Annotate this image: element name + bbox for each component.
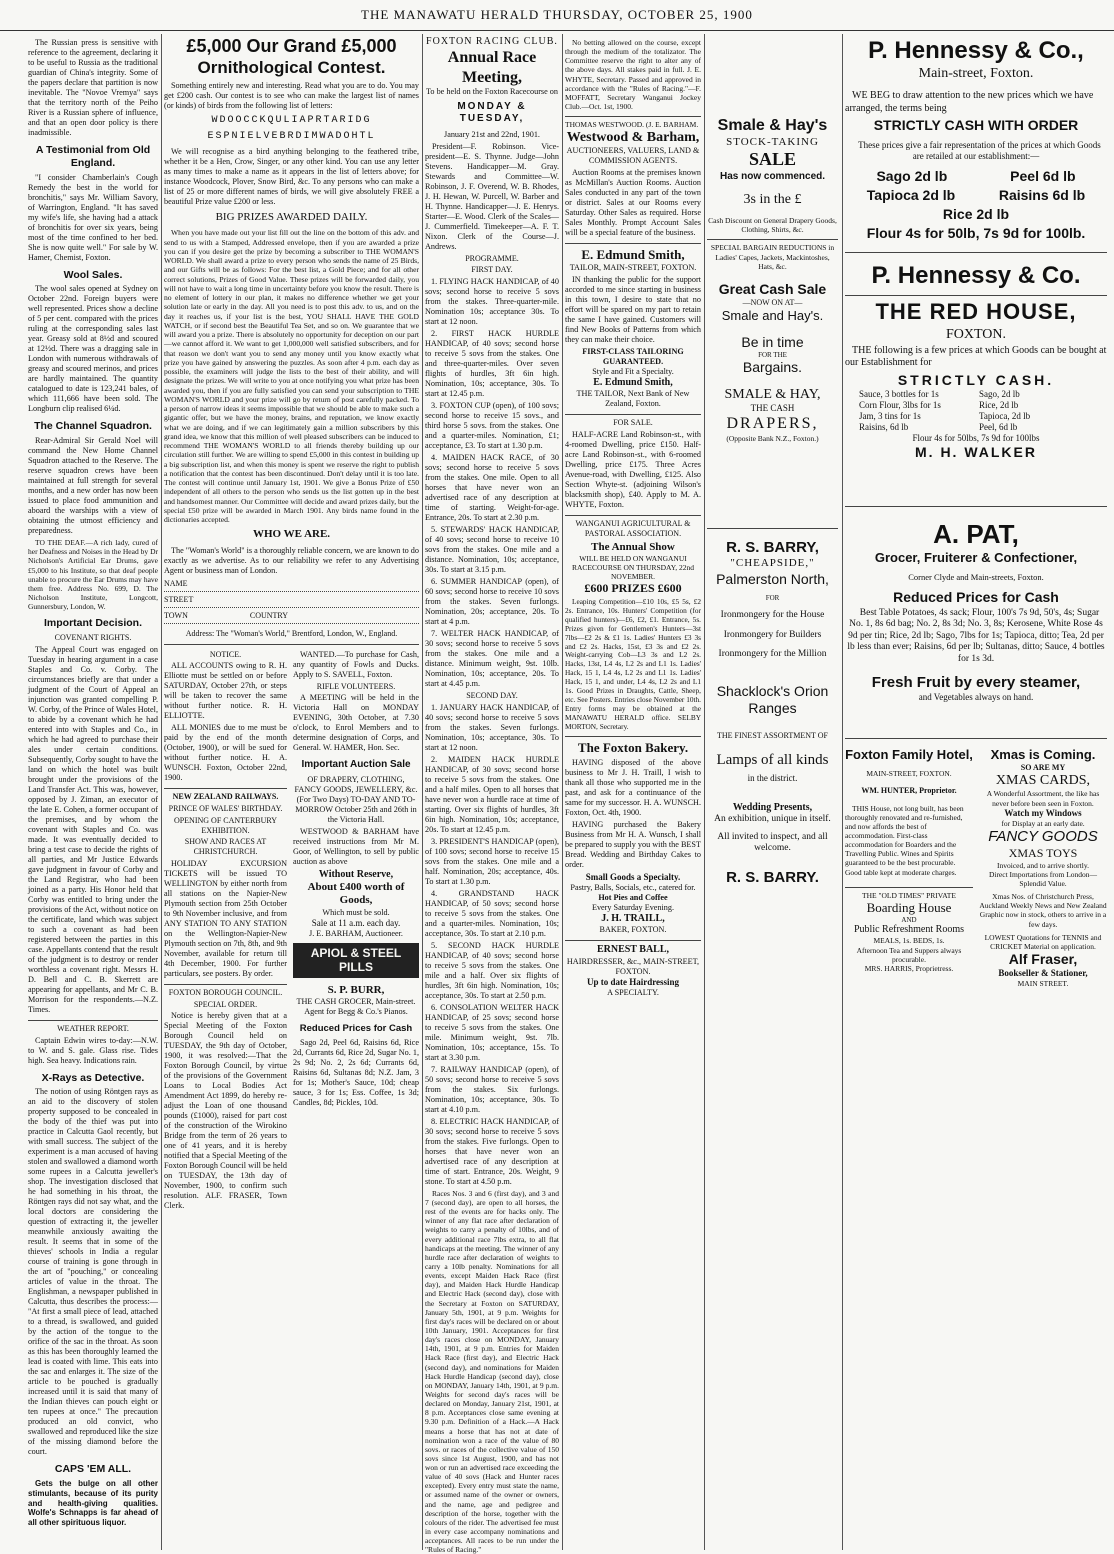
fraser-sub: Bookseller & Stationer, bbox=[998, 968, 1088, 979]
smith-text: IN thanking the public for the support accorded to me since starting in business in this town, I desire to state that no effort will be spared on my part to retain the same I have gained. Customers will find New Books of Patterns from which they can make their choice. bbox=[565, 275, 701, 345]
pat-addr: Corner Clyde and Main-streets, Foxton. bbox=[908, 572, 1044, 583]
hotel-prop: WM. HUNTER, Proprietor. bbox=[861, 785, 957, 795]
headline-important: Important Decision. bbox=[43, 617, 142, 630]
price-item: Corn Flour, 3lbs for 1s bbox=[859, 399, 941, 410]
refresh: Public Refreshment Rooms bbox=[854, 924, 964, 936]
race-item: 4. GRANDSTAND HACK HANDICAP, of 50 sovs; second horse to receive 5 sovs from the stakes. One and a quarter-miles. Nomination, 10s; acceptance, 30s. To start at 2.10 p.m. bbox=[425, 888, 559, 938]
smale-discount: Cash Discount on General Drapery Goods, Clothing, Shirts, &c. bbox=[708, 216, 837, 235]
so-are: SO ARE MY bbox=[1020, 762, 1066, 772]
article-caps: Gets the bulge on all other stimulants, because of its purity and health-giving qualities. Wolfe's Schnapps is far ahead of all other spirituous liquor. bbox=[28, 1479, 158, 1528]
article-weather: Captain Edwin wires to-day:—N.W. to W. and S. gale. Glass rise. Tides high. Sea heavy. Indications rain. bbox=[28, 1035, 158, 1065]
first-day-head: FIRST DAY. bbox=[471, 265, 513, 275]
the-cash: THE CASH bbox=[750, 403, 795, 414]
and-label: AND bbox=[901, 915, 917, 924]
invited: All invited to inspect, and all welcome. bbox=[717, 831, 828, 854]
smale-hay: SMALE & HAY, bbox=[724, 387, 821, 403]
contest-title: £5,000 Our Grand £5,000 bbox=[186, 36, 397, 56]
railway-text: HOLIDAY EXCURSION TICKETS will be issued TO WELLINGTON by either north from all stations on the Napier-New Plymouth section from 25th October to 9th November inclusive, and from ANY STATION TO ANY STATION on the Wellington-Napier-New Plymouth section on 7th, 8th, and 9th November, available for return till 4th December, 1900. For further particulars, see posters. By order. bbox=[164, 858, 287, 978]
forsale-text: HALF-ACRE Land Robinson-st., with 4-roomed Dwelling, price £150. Half-acre Land Robinson-st., with 6-roomed Dwelling, price £175. Three Acres Avenue-road, with Dwelling, £125. Also Section Whyte-st. (adjoining Wilson's blacksmith shop), £40. Apply to M. A. WHYTE, Foxton. bbox=[565, 430, 701, 510]
burr-head: Reduced Prices for Cash bbox=[299, 1023, 413, 1035]
hennessy-main: Main-street, Foxton. bbox=[918, 66, 1034, 82]
finest: THE FINEST ASSORTMENT OF bbox=[716, 731, 829, 741]
price-item: Rice, 2d lb bbox=[979, 399, 1019, 410]
subhead-weather: WEATHER REPORT. bbox=[28, 1020, 158, 1034]
column-2 bbox=[164, 36, 419, 1548]
auction-reserve: Without Reserve, bbox=[318, 868, 394, 880]
article-testimonial: "I consider Chamberlain's Cough Remedy the best in the world for bronchitis," says Mr. William Savory, of Warrington, England. "It has saved my wife's life, she having had a attack of bronchitis for over six years, being most of the time confined to her bed. She is now quite well." For sale by W. Hamer, Chemist, Foxton. bbox=[28, 172, 158, 262]
auction-worth: About £400 worth of Goods, bbox=[307, 880, 405, 907]
race-item: 1. JANUARY HACK HANDICAP, of 40 sovs; second horse to receive 5 sovs from the stakes. Seven furlongs. Nomination, 10s; acceptance, 30s. To start at 12 noon. bbox=[425, 702, 559, 752]
show-date: WILL BE HELD ON WANGANUI RACECOURSE ON THURSDAY, 22nd NOVEMBER. bbox=[572, 554, 694, 582]
price-flour: Flour 4s for 50lb, 7s 9d for 100lb. bbox=[866, 224, 1086, 241]
notice-elliotte: ALL ACCOUNTS owing to R. H. Elliotte must be settled on or before SATURDAY, October 27th, or steps will be taken to recover the same without further notice. R. H. ELLIOTTE. bbox=[164, 661, 287, 721]
smale-sale: SALE bbox=[748, 148, 797, 169]
contest-subtitle: Ornithological Contest. bbox=[197, 57, 386, 77]
letters-row-1: WDOOCCKQULIAPRTARIDG bbox=[211, 114, 372, 126]
iron-builders: Ironmongery for Builders bbox=[723, 629, 822, 640]
price-item: Tapioca, 2d lb bbox=[979, 410, 1031, 421]
bakery-name: J. H. TRAILL, bbox=[601, 913, 665, 925]
price-rice: Rice 2d lb bbox=[942, 205, 1010, 222]
letters-row-2: ESPNIELVEBRDIMWADOHTL bbox=[207, 130, 376, 142]
bakery-addr: BAKER, FOXTON. bbox=[599, 925, 667, 935]
column-1 bbox=[28, 36, 158, 1548]
westwood-head: Westwood & Barham, bbox=[566, 130, 700, 146]
xmas-nos: Xmas Nos. of Christchurch Press, Auckland Weekly News and New Zealand Graphic now in stock, others to arrive in a few days. bbox=[979, 892, 1107, 929]
rifle-text: A MEETING will be held in the Victoria Hall on MONDAY EVENING, 30th October, at 7.30 o'clock, to Enrol Members and to determine designation of Corps, and General. W. HAMER, Hon. Sec. bbox=[293, 693, 419, 753]
prices-left bbox=[859, 389, 973, 433]
display: for Display at an early date. bbox=[1001, 818, 1085, 828]
railway-head: NEW ZEALAND RAILWAYS. bbox=[164, 788, 287, 802]
now-on: —NOW ON AT— bbox=[742, 297, 803, 307]
race-item: 2. FIRST HACK HURDLE HANDICAP, of 40 sovs; second horse to receive 5 sovs from the stakes. One and three-quarter-miles. Over seven flights of hurdles, 3ft 6in high. Nomination, 10s; acceptance, 30s. To start at 12.45 p.m. bbox=[425, 329, 559, 399]
officials: President—F. Robinson. Vice-president—E. S. Thynne. Judge—John Stevens. Handicapper—M. Gray. Stewards and Committee—W. Robinson, J. F. Overend, W. B. Rhodes, J. H. Hewan, W. Purcell, W. Barber and H. Thynne. Handicapper—J. E. Henrys. Starter—E. Wood. Clerk of the Scales—J. Cummerfield. Timekeeper—A. F. T. Nixon. Clerk of the Course—J. Andrews. bbox=[425, 141, 559, 251]
rifle-head: RIFLE VOLUNTEERS. bbox=[316, 681, 396, 691]
smith-head: E. Edmund Smith, bbox=[565, 243, 701, 263]
column-6 bbox=[845, 36, 1107, 1548]
prices-right bbox=[979, 389, 1093, 433]
district: in the district. bbox=[747, 773, 798, 784]
shacklock: Shacklock's Orion Ranges bbox=[716, 682, 829, 717]
xmas-toys: XMAS TOYS bbox=[1008, 846, 1078, 861]
column-5 bbox=[707, 36, 838, 1548]
article-xray: The notion of using Röntgen rays as an aid to the discovery of stolen property supposed to be concealed in the body of the thief was put into practice in Calcutta Gaol recently, but with small success. The subject of the experiment is a man accused of having stolen and swallowed a diamond worth some rupees in a Calcutta jeweller's shop. The investigation disclosed that he had something in his throat, the Röntgen rays did not say what, and the local doctors are considering the question of extracting it, the jeweller meanwhile anxiously awaiting the result. It seems that in some of the thieves' schools in India a regular course of training is gone through in the art of "pouching," or concealing articles of value in the throat. The Englishman, a newspaper published in Calcutta, thus describes the process:— "At first a small piece of lead, attached to a thread, is swallowed, and guided by the action of the tongue to the orifice of the sac in the throat. As soon as this has been thoroughly learned the lead is coated with lime. This eats into the sac and enlarges it. The size of the article to be pouched is gradually increased until it is said that many of the Indian thieves can pouch eight or ten rupees at once." The precaution produced an old convict, who swallowed and reproduced like the size of the missing diamond before the court. bbox=[28, 1087, 158, 1457]
auction-text: OF DRAPERY, CLOTHING, FANCY GOODS, JEWELLERY, &c. (For Two Days) TO-DAY AND TO-MORROW October 25th and 26th in the Victoria Hall. bbox=[294, 774, 418, 824]
price-peel: Peel 6d lb bbox=[1010, 167, 1076, 184]
column-rule bbox=[704, 34, 705, 1550]
column-rule bbox=[842, 34, 843, 1550]
opposite-bank: (Opposite Bank N.Z., Foxton.) bbox=[726, 433, 819, 443]
auction-by: J. E. BARHAM, Auctioneer. bbox=[309, 928, 403, 938]
races-second-day bbox=[425, 703, 559, 1187]
club-name: FOXTON RACING CLUB. bbox=[426, 36, 558, 47]
article-squadron: Rear-Admiral Sir Gerald Noel will command the New Home Channel Squadron attached to the Reserve. The reserve squadron crews have been maintained at full strength for several months, and a new order has now been issued to place food ammunition and aboard the warships with a view of obtaining the utmost efficiency and preparedness. bbox=[28, 436, 158, 536]
oldtimes: THE "OLD TIMES" PRIVATE bbox=[845, 887, 973, 900]
race-item: 7. WELTER HACK HANDICAP, of 30 sovs; second horse to receive 5 sovs from the stakes. One mile and a distance. Minimum weight, 9st. 10lb. Nomination, 10s; acceptance, 20s. To start at 4.45 p.m. bbox=[425, 629, 559, 689]
barry-name: R. S. BARRY, bbox=[707, 528, 838, 557]
race-item: 8. ELECTRIC HACK HANDICAP, of 30 sovs; second horse to receive 5 sovs from the stakes. Five furlongs. Open to horses that have never won an advertised race of any description at time of start. Entrance, 20s. Weight, 9 stone. To start at 4.50 p.m. bbox=[425, 1116, 559, 1186]
form-town-line[interactable] bbox=[164, 611, 419, 624]
walker: M. H. WALKER bbox=[915, 443, 1037, 460]
article-covenant: The Appeal Court was engaged on Tuesday in hearing argument in a case Staples and Co. v. Corby. The circumstances briefly are that under a judgment of the Court of Appeal an injunction was granted compelling P. W. Corby, of the Prince of Wales Hotel, to abide by a covenant which he had entered into with Staples and Co., in which he had agreed to purchase their ales under certain conditions. Subsequently, Corby sought to have the land on which the hotel was built brought under the provisions of the Land Transfer Act. This was, however, opposed by J. Ziman, an executor of the late E. Cohen, a former occupant of the premises, and by whom the covenant with Staples and Co. was made. It was eventually decided to bring a test case to decide the rights of all parties, and Mr Justice Edwards gave judgment in favour of Corby and the Land Registrar, who had been joined as a party. His Honor held that Corby was entitled to bring under the provisions of the Act, without notice on the certificate, land which was subject to such a covenant as had been registered between the parties in this case. Appellants contend that the result of the judgment is to destroy or render worthless a covenant right. Messrs H. D. Bell and C. B. Skerrett are appearing for appellants, and Mr C. B. Morrison for the respondents.—N.Z. Times. bbox=[28, 644, 158, 1014]
headline-xray: X-Rays as Detective. bbox=[41, 1071, 145, 1084]
cheapside: "CHEAPSIDE," bbox=[730, 557, 815, 570]
be-in-time: Be in time bbox=[741, 333, 804, 350]
red-house-foxton: FOXTON. bbox=[945, 327, 1007, 343]
race-item: 6. CONSOLATION WELTER HACK HANDICAP, of 25 sovs; second horse to receive 5 sovs from the stakes. One mile. Minimum weight, 9st. 7lb. Nomination, 10s; acceptance, 15s. To start at 3.30 p.m. bbox=[425, 1002, 559, 1062]
contest-rules: We will recognise as a bird anything belonging to the feathered tribe, whether it be a Hen, Crow, Singer, or any other kind. You can use any letter as many times to make a name as it appears in the list of letters above; for instance Woodcock, Plover, Snow Bird, &c. To any persons who can make a list of 25 or more different names of birds, we will give absolutely FREE a beautiful Prize value £200 or less. bbox=[164, 147, 419, 207]
contest-prizes: When you have made out your list fill out the line on the bottom of this adv. and send to us with a Stamped, Addressed envelope, then if you are awarded a prize you can if you desire get the prize by becoming a subscriber to THE WOMAN'S WORLD. We shall award a prize to every person who sends the name of 25 Birds, and our Gifts will be as follows: For the best list, a Gold Piece; and for all other correct solutions, Prizes of Good Value. These prizes will be forwarded daily, you will not have to wait a long time in uncertainty before you know the result. There is no element of lottery in our plan, it makes no difference whether we get your solution late or early in the day. All you need is to post this adv. to us, and on the day it reaches us, if your list is the best, YOU SHALL HAVE THE GOLD WATCH, or if second best the Beautiful Tea Set, and so on. We guarantee that we will award you a prize. There is absolutely no opportunity for deception on our part—we cannot afford it. We want to get 1,000,000 well satisfied subscribers, and for that reason we don't want you to send any money until you know exactly what prize you have gained by answering the puzzles. As soon after 4 p.m. each day as possible, the examiners will judge the lists to the best of their ability, and will designate the prizes. We will write to you at once notifying you what prize has been awarded you, then if you are fully satisfied you can send your subscription to THE WOMAN'S WORLD and your prize will go by return of post carefully packed. To a person of narrow ideas it seems impossible that we should be able to make such a gigantic offer, but we have the money, brains, and reputation, we know exactly what we are doing, and if we can legitimately gain a million subscribers by this grand idea, we know that this million of well pleased subscribers can be induced to recommend THE WOMAN'S WORLD to all friends thereby building up our circulation still further. We are willing to spend £5,000 in this contest in building up a big subscription list, and when this money is spent we reserve the right to publish a notification that the contest has been discontinued. Don't delay until it is too late. The contest will continue until January 1st, 1901. We give a Bonus Prize of £50 independent of all others to the person who sends us the list gotten up in the best and handsomest manner. Our Committee will decide and award prizes daily, but the special £50 prize will be awarded in March 1901. Any birds name found in the dictionaries accepted. bbox=[164, 228, 419, 525]
for-label: FOR bbox=[765, 593, 780, 602]
masthead: THE MANAWATU HERALD THURSDAY, OCTOBER 25, 1900 bbox=[0, 0, 1114, 31]
meals: MEALS, 1s. BEDS, 1s. bbox=[873, 936, 945, 946]
hotel-text: THIS House, not long built, has been thoroughly renovated and re-furnished, and now affords the best of accommodation. First-class accommodation for Boarders and the Travelling Public. Wines and Spirits guaranteed to be the best procurable. Good table kept at moderate charges. bbox=[845, 803, 964, 877]
bakery-spec: Small Goods a Specialty. bbox=[585, 872, 681, 883]
iron-million: Ironmongery for the Million bbox=[718, 649, 827, 660]
lamps: Lamps of all kinds bbox=[716, 751, 829, 768]
boarding: Boarding House bbox=[866, 899, 952, 915]
xmas-column bbox=[979, 747, 1107, 988]
price-item: Raisins, 6d lb bbox=[859, 421, 909, 432]
meeting-dates: January 21st and 22nd, 1901. bbox=[444, 129, 540, 139]
price-row-1 bbox=[845, 168, 1107, 185]
red-house: THE RED HOUSE, bbox=[845, 295, 1107, 326]
race-item: 5. SECOND HACK HURDLE HANDICAP, of 40 sovs; second horse to receive 5 sovs from the stakes. One mile and a half. Over six flights of hurdles, 3ft 6in high. Nomination, 10s; acceptance, 30s. To start at 2.50 p.m. bbox=[425, 940, 559, 1000]
price-item: Sauce, 3 bottles for 1s bbox=[859, 388, 939, 399]
prizes-head: BIG PRIZES AWARDED DAILY. bbox=[215, 211, 368, 224]
xmas-head: Xmas is Coming. bbox=[990, 746, 1096, 762]
auction-mustsold: Which must be sold. bbox=[322, 907, 390, 917]
meeting-held: To be held on the Foxton Racecourse on bbox=[426, 87, 558, 97]
form-country-label: COUNTRY bbox=[249, 610, 289, 620]
vegetables: and Vegetables always on hand. bbox=[918, 691, 1034, 702]
burr-name: S. P. BURR, bbox=[327, 983, 385, 996]
burr-text: Sago 2d, Peel 6d, Raisins 6d, Rice 2d, Currants 6d, Rice 2d, Sugar No. 1, 2s 9d; No. 2, 2s 6d; Currants 6d, Raisins 6d, Sultanas 8d; N.Z. Jam, 3 for 1s; Mother's Sauce, 10d; cheap sauce, 3 for 1s; Ess. Coffee, 1s 3d; Candles, 8d; Pickles, 10d. bbox=[293, 1037, 419, 1107]
form-town-label: TOWN bbox=[164, 610, 188, 620]
westwood-sub: AUCTIONEERS, VALUERS, LAND & COMMISSION AGENTS. bbox=[566, 146, 700, 166]
council-text: Notice is hereby given that at a Special Meeting of the Foxton Borough Council held on TUESDAY, the 9th day of October, 1900, it was resolved:—That the Foxton Borough Council, by virtue of the provisions of the Government Loans to Local Bodies Act Amendment Act 1899, do hereby re-adjust the Loan of one thousand pounds (£1000), raised for part cost of the construction of the Wirokino Bridge from the term of 26 years to one of 41 years, and it is hereby notified that a Special Meeting of the Foxton Borough Council will be held on TUESDAY, the 13th day of November, 1900, to confirm such resolution. ALF. FRASER, Town Clerk. bbox=[164, 1011, 287, 1211]
column-4 bbox=[565, 36, 701, 1548]
hennessy-name-2: P. Hennessy & Co. bbox=[845, 252, 1107, 290]
notice-head: NOTICE. bbox=[209, 649, 242, 659]
hennessy-text: WE BEG to draw attention to the new prices which we have arranged, the terms being bbox=[845, 90, 1094, 114]
article-deaf: TO THE DEAF.—A rich lady, cured of her Deafness and Noises in the Head by Dr Nicholson's Artificial Ear Drums, gave £5,000 to his Institute, so that deaf people unable to procure the Ear Drums may have them free. Address No. 699, D. The Nicholson Institute, Longcott, Gunnersbury, London, W. bbox=[28, 538, 158, 612]
smith-tail: FIRST-CLASS TAILORING GUARANTEED. bbox=[582, 347, 684, 367]
bakery-pies: Hot Pies and Coffee bbox=[598, 893, 668, 903]
bakery-text1: HAVING disposed of the above business to Mr J. H. Traill, I wish to thank all those who supported me in the past, and ask for a continuance of the same for my successor. H. A. WUNSCH. Foxton, Oct. 4th, 1900. bbox=[565, 758, 701, 818]
pat-head: Reduced Prices for Cash bbox=[893, 588, 1059, 605]
race-item: 2. MAIDEN HACK HURDLE HANDICAP, of 30 sovs; second horse to receive 5 sovs from the stakes. One and a half miles. Open to all horses that have never won a hurdle race at time of starting. Over six flights of hurdles, 3ft 6in high. Nomination, 10s; acceptance, 20s. To start at 12.45 p.m. bbox=[425, 754, 559, 834]
betting-text: No betting allowed on the course, except through the medium of the totalizator. The Committee reserve the right to alter any of the above days. All stakes paid in full. J. E. WHYTE, Secretary. Passed and approved in accordance with the "Rules of Racing."—F. MOFFATT, Secretary Wanganui Jockey Club.—Oct. 1st, 1900. bbox=[565, 38, 701, 111]
bargains: Bargains. bbox=[742, 359, 803, 376]
railway-shows: SHOW AND RACES AT CHRISTCHURCH. bbox=[184, 837, 267, 857]
red-house-flour: Flour 4s for 50lbs, 7s 9d for 100lbs bbox=[912, 432, 1040, 443]
red-house-text: THE following is a few prices at which Goods can be bought at our Establishment for bbox=[845, 345, 1107, 369]
race-item: 3. FOXTON CUP (open), of 100 sovs; second horse to receive 15 sovs., and third horse 5 sovs. from the stakes. One and a quarter-miles. Nomination, £1; acceptance, £3. To start at 1.30 p.m. bbox=[425, 401, 559, 451]
bakery-line: Pastry, Balls, Socials, etc., catered for. bbox=[570, 883, 696, 893]
fancy-goods: FANCY GOODS bbox=[988, 827, 1098, 845]
auction-time: Sale at 11 a.m. each day. bbox=[311, 917, 401, 928]
column-3 bbox=[425, 36, 559, 1554]
exhibition: An exhibition, unique in itself. bbox=[714, 814, 831, 825]
smale-special: SPECIAL BARGAIN REDUCTIONS in Ladies' Capes, Jackets, Mackintoshes, Hats, &c. bbox=[707, 239, 838, 270]
headline-squadron: The Channel Squadron. bbox=[34, 420, 152, 433]
price-item: Jam, 3 tins for 1s bbox=[859, 410, 921, 421]
smale-stock: STOCK-TAKING bbox=[726, 135, 819, 148]
iron-house: Ironmongery for the House bbox=[720, 610, 825, 621]
fraser-name: Alf Fraser, bbox=[1008, 951, 1078, 968]
red-house-prices bbox=[845, 389, 1107, 433]
direct: Direct Importations from London—Splendid Value. bbox=[988, 869, 1098, 889]
who-text: The "Woman's World" is a thoroughly reliable concern, we are known to do exactly as we advertise. As to our reliability we refer to any Advertising Agent or business man of London. bbox=[164, 545, 419, 575]
ball-name: ERNEST BALL, bbox=[565, 940, 701, 956]
race-item: 3. PRESIDENT'S HANDICAP (open), of 100 sovs; second horse to receive 15 sovs from the stakes. One mile and a half. Nomination, 20s; acceptance, 40s. To start at 1.30 p.m. bbox=[425, 836, 559, 886]
smith-name: E. Edmund Smith, bbox=[593, 377, 673, 389]
ball-sub: HAIRDRESSER, &c., MAIN-STREET, FOXTON. bbox=[566, 956, 700, 976]
meeting-days: MONDAY & TUESDAY, bbox=[457, 101, 527, 125]
column-rule bbox=[161, 34, 162, 1550]
hotel-column bbox=[845, 747, 973, 988]
smale-commenced: Has now commenced. bbox=[719, 170, 826, 182]
show-prizes: £600 PRIZES £600 bbox=[584, 581, 682, 596]
railway-sub: PRINCE OF WALES' BIRTHDAY. bbox=[168, 804, 283, 814]
headline-wool: Wool Sales. bbox=[63, 268, 123, 281]
watch: Watch my Windows bbox=[1004, 807, 1082, 818]
hotel-name: Foxton Family Hotel, bbox=[845, 746, 973, 762]
bakery-text2: HAVING purchased the Bakery Business from Mr H. A. Wunsch, I shall be prepared to supply you with the BEST Bread. Wedding and Birthday Cakes to order. bbox=[565, 820, 701, 870]
race-item: 6. SUMMER HANDICAP (open), of 60 sovs; second horse to receive 10 sovs from the stakes. Seven furlongs. Nomination, 20s; acceptance, 20s. To start at 4 p.m. bbox=[425, 577, 559, 627]
price-sago: Sago 2d lb bbox=[876, 167, 948, 184]
contest-intro: Something entirely new and interesting. Read what you are to do. You may get £200 cash. Our contest is to see who can make the largest list of names (or kinds) of birds from the following list of letters: bbox=[164, 80, 419, 110]
for-the: FOR THE bbox=[758, 350, 787, 359]
smale-head: Smale & Hay's bbox=[717, 117, 828, 134]
article-russia: The Russian press is sensitive with reference to the agreement, declaring it to be useful to Russia as the traditional guardian of China's integrity. Some of the papers declare that partition is now inevitable. The "Novoe Vremya" says that the territory north of the Peiho River is a Russian sphere of influence, and that an open door policy is there inadmissible. bbox=[28, 38, 158, 137]
westwood-line: THOMAS WESTWOOD. (J. E. BARHAM. bbox=[565, 116, 701, 129]
col2-left bbox=[164, 648, 287, 1214]
smale-and-hays: Smale and Hay's. bbox=[721, 307, 824, 323]
headline-testimonial: A Testimonial from Old England. bbox=[35, 144, 151, 169]
column-rule bbox=[562, 34, 563, 1550]
col2-right bbox=[293, 648, 419, 1214]
price-row-3 bbox=[845, 206, 1107, 223]
second-day-head: SECOND DAY. bbox=[466, 691, 518, 701]
great-sale: Great Cash Sale bbox=[718, 280, 827, 297]
race-rules: Races Nos. 3 and 6 (first day), and 3 and 7 (second day), are open to all horses, the rest of the events are for hacks only. The winner of any flat race after declaration of weights to carry a penalty of 10lbs, and of every additional race 7lbs extra, to all flat handicaps at the meeting. The winner of any hurdle race after declaration of weights to carry a 10lb penalty. Nominations for all events, except Maiden Hack Race (first day), and Maiden Hack Hurdle Handicap and Electric Hack (second day), close with the Secretary at Foxton on SATURDAY, January 5th, 1901, at 9 p.m. Weights for first day's races will be declared on or about 10th January, 1901. Acceptances for first day's races close on MONDAY, January 14th, 1901, at 9 p.m. Entries for Maiden Hack Race (first day), and Electric Hack (second day), and nominations for Maiden Hack Hurdle Handicap (second day), close on MONDAY, January 14th, 1901, at 9 p.m. Weights for second day's races will be declared on Monday, January 21st, 1901, at 8 p.m. Acceptances close same evening at 9.30 p.m. Definition of a Hack.—A Hack means a horse that has not at date of nomination won a race of the value of 80 sovs. or races of the collective value of 150 sovs since 1st August, 1900, and has not won or run an advertised race exceeding the value of 40 sovs (Hack and Hunter races excepted). Every entry must state the name, or assumed name of the owner or owners, and the name, age and pedigree and description of the horse, together with the colours of the rider. The advertised fee must in every case accompany nominations and acceptances. All races to be run under the "Rules of Racing." bbox=[425, 1188, 559, 1554]
pat-sub: Grocer, Fruiterer & Confectioner, bbox=[874, 550, 1078, 566]
strictly-cash-order: STRICTLY CASH WITH ORDER bbox=[873, 116, 1079, 133]
smith-addr: THE TAILOR, Next Bank of New Zealand, Foxton. bbox=[576, 389, 690, 409]
pat-name: A. PAT, bbox=[845, 506, 1107, 551]
railway-canterbury: OPENING OF CANTERBURY EXHIBITION. bbox=[173, 815, 278, 835]
smith-sub: TAILOR, MAIN-STREET, FOXTON. bbox=[569, 263, 697, 273]
forsale-head: FOR SALE. bbox=[565, 414, 701, 428]
ball-head: Up to date Hairdressing bbox=[586, 976, 680, 987]
pat-text: Best Table Potatoes, 4s sack; Flour, 100's 7s 9d, 50's, 4s; Sugar No. 1, 8s 6d bag; No. 2, 8s 3d; No. 3, 8s; Kerosene, White Rose 4s 9d per tin; Rice, 2d lb; Sago, 7lbs for 1s; Tapioca, ditto; Tea, 2d per lb less than ever; Raisins, 6d per lb; Sultanas, ditto; Sauce, 4 bottles for 1s 3d. bbox=[847, 607, 1105, 664]
fraser-addr: MAIN STREET. bbox=[1017, 979, 1069, 989]
drapers: DRAPERS, bbox=[726, 415, 819, 433]
programme-head: PROGRAMME. bbox=[465, 253, 519, 263]
price-raisins: Raisins 6d lb bbox=[998, 186, 1086, 203]
council-head: FOXTON BOROUGH COUNCIL. bbox=[164, 984, 287, 998]
harris: MRS. HARRIS, Proprietress. bbox=[864, 963, 954, 973]
column-rule bbox=[422, 34, 423, 1550]
article-wool: The wool sales opened at Sydney on October 22nd. Foreign buyers were well represented. Prices show a decline of 5 per cent. compared with the prices ruling at the corresponding sales last year. Greasy sold at 8½d and scoured at 12½d. There was a dragging sale in London with numerous withdrawals of greasy and scoured merinos, and prices are hardly maintained. The quantity catalogued to date is 123,241 bales, of which 111,666 have been sold. The Longburn clip realised 6¼d. bbox=[28, 284, 158, 414]
auction-head: Important Auction Sale bbox=[301, 759, 411, 771]
show-title: The Annual Show bbox=[591, 540, 675, 553]
headline-caps: CAPS 'EM ALL. bbox=[54, 1463, 132, 1476]
bakery-even: Every Saturday Evening. bbox=[591, 903, 675, 913]
form-name-line[interactable]: NAME bbox=[164, 579, 419, 592]
wanted-text: WANTED.—To purchase for Cash, any quantity of Fowls and Ducks. Apply to S. SAVELL, Foxton. bbox=[293, 649, 419, 679]
xmas-text: A Wonderful Assortment, the like has never before been seen in Foxton. bbox=[986, 789, 1100, 808]
who-head: WHO WE ARE. bbox=[252, 528, 331, 541]
hennessy-text2: These prices give a fair representation of the prices at which Goods are retailed at our establishment:— bbox=[858, 139, 1101, 161]
wedding: Wedding Presents, bbox=[732, 802, 813, 814]
strictly-cash: STRICTLY CASH. bbox=[897, 371, 1055, 388]
apiol-logo: APIOL & STEEL PILLS bbox=[293, 943, 419, 978]
burr-agent: Agent for Begg & Co.'s Pianos. bbox=[304, 1007, 408, 1017]
price-item: Sago, 2d lb bbox=[979, 388, 1020, 399]
fresh-fruit: Fresh Fruit by every steamer, bbox=[871, 673, 1081, 691]
palmerston: Palmerston North, bbox=[716, 570, 829, 587]
smale-pound: 3s in the £ bbox=[743, 192, 802, 208]
smith-style: Style and Fit a Specialty. bbox=[592, 367, 674, 377]
barry-name-2: R. S. BARRY. bbox=[726, 869, 819, 887]
westwood-text: Auction Rooms at the premises known as McMillan's Auction Rooms. Auction Sales conducted in any part of the town or district. Sales at our Rooms every Saturday. Other Sales as required. Horse Sales Monthly. Prompt Account Sales will be a special feature of the business. bbox=[565, 168, 701, 238]
show-head: WANGANUI AGRICULTURAL & PASTORAL ASSOCIATION. bbox=[565, 515, 701, 539]
race-item: 5. STEWARDS' HACK HANDICAP, of 40 sovs; second horse to receive 10 sovs from the stakes. One mile and a distance. Nomination, 10s; acceptance, 30s. To start at 3.15 p.m. bbox=[425, 525, 559, 575]
race-item: 7. RAILWAY HANDICAP (open), of 50 sovs; second horse to receive 5 sovs from the stakes. Six furlongs. Nomination, 10s; acceptance, 30s. To start at 4.10 p.m. bbox=[425, 1064, 559, 1114]
afternoon: Afternoon Tea and Suppers always procurable. bbox=[856, 945, 962, 964]
price-row-2 bbox=[845, 187, 1107, 204]
bakery-head: The Foxton Bakery. bbox=[565, 736, 701, 756]
subhead-covenant: COVENANT RIGHTS. bbox=[54, 633, 132, 643]
hennessy-name: P. Hennessy & Co., bbox=[868, 37, 1084, 64]
price-tapioca: Tapioca 2d lb bbox=[866, 186, 956, 203]
contest-address: Address: The "Woman's World," Brentford, London, W., England. bbox=[185, 628, 398, 638]
form-street-line[interactable]: STREET bbox=[164, 595, 419, 608]
ball-tail: A SPECIALTY. bbox=[607, 987, 659, 997]
race-item: 1. FLYING HACK HANDICAP, of 40 sovs; second horse to receive 5 sovs from the stakes. Three-quarter-mile. Nomination 10s; acceptance 30s. To start at 12 noon. bbox=[425, 277, 559, 327]
meeting-title: Annual Race Meeting, bbox=[447, 49, 537, 86]
council-sub: SPECIAL ORDER. bbox=[193, 999, 258, 1009]
show-text: Leaping Competition—£10 10s, £5 5s, £2 2s. Entrance, 10s. Hunters' Competition (for qualified hunters)—£6, £2, £1. Entrance, 5s. Prizes given for Gentlemen's Hunters—3st 7lbs—£2 2s & £1 1s. Ladies' Hunters £3 3s and £2 2s. Hacks, 15st, £3 3s and £2 2s. Weight-carrying Cob—L3 3s and L2 2s. Hacks, 13st, L4 4s, L2 2s and L1 1s. Ladies' Hack, 15 1, L4 4s, L2 2s and L1 1s. Ladies' Hack, 15 1, and under, L4 4s, L2 2s and L1 1s. Good Prizes in Draughts, Cattle, Sheep, etc. See Posters. Entries close November 10th. Entry forms may be obtained at the MANAWATU HERALD office. SELBY MORTON, Secretary. bbox=[565, 597, 701, 731]
hotel-addr: MAIN-STREET, FOXTON. bbox=[866, 768, 952, 778]
invoiced: Invoiced, and to arrive shortly. bbox=[997, 860, 1089, 870]
notice-wunsch: ALL MONIES due to me must be paid by the end of the month (October, 1900), or will be sued for without further notice. H. A. WUNSCH. Foxton, October 22nd, 1900. bbox=[164, 723, 287, 783]
race-item: 4. MAIDEN HACK RACE, of 30 sovs; second horse to receive 5 sovs from the stakes. One mile. Open to all horses that have never won an advertised race of any description at time of starting. Weight-for-age. Entrance, 20s. To start at 2.30 p.m. bbox=[425, 453, 559, 523]
races-first-day bbox=[425, 277, 559, 689]
burr-sub: THE CASH GROCER, Main-street. bbox=[296, 997, 416, 1007]
auction-text2: WESTWOOD & BARHAM have received instructions from Mr M. Goor, of Wellington, to sell by public auction as above bbox=[293, 826, 419, 866]
xmas-cards: XMAS CARDS, bbox=[995, 773, 1091, 789]
lowest: LOWEST Quotations for TENNIS and CRICKET Material on application. bbox=[984, 932, 1102, 951]
price-item: Peel, 6d lb bbox=[979, 421, 1018, 432]
